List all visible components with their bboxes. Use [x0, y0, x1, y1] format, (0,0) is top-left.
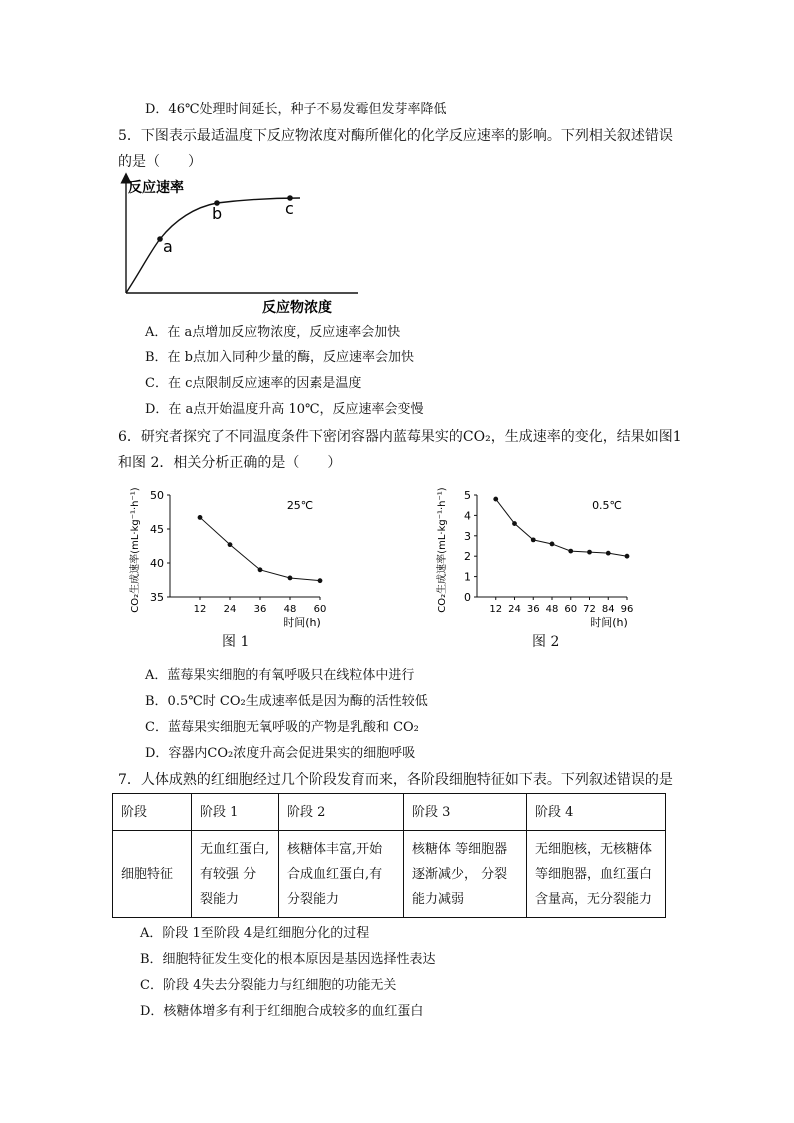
point-c-label: c: [285, 199, 294, 218]
y-tick-label: 5: [464, 489, 471, 502]
data-point: [568, 549, 573, 554]
q6-option-b: B．0.5℃时 CO₂生成速率低是因为酶的活性较低: [145, 694, 428, 709]
table-header-cell: 阶段 4: [527, 794, 666, 831]
y-tick-label: 3: [464, 529, 471, 543]
stage-table: [112, 793, 666, 918]
data-point: [258, 567, 263, 572]
x-tick-label: 12: [489, 604, 503, 615]
q4-option-d: D．46℃处理时间延长，种子不易发霉但发芽率降低: [145, 102, 447, 117]
figure-1-caption: 图 1: [222, 634, 250, 650]
point-b-label: b: [212, 204, 223, 223]
data-point: [198, 515, 203, 520]
q6-stem-line2: 和图 2．相关分析正确的是（ ）: [118, 455, 342, 471]
y-tick-label: 35: [150, 591, 164, 604]
x-tick-label: 48: [283, 604, 297, 615]
data-point: [512, 521, 517, 526]
data-point: [550, 542, 555, 547]
y-axis-label: CO₂生成速率(mL·kg⁻¹·h⁻¹): [130, 487, 141, 613]
x-tick-label: 60: [564, 604, 578, 615]
table-cell-stage-3: 核糖体 等细胞器 逐渐减少， 分裂 能力减弱: [404, 831, 527, 918]
q5-stem-line1: 5．下图表示最适温度下反应物浓度对酶所催化的化学反应速率的影响。下列相关叙述错误: [118, 128, 673, 144]
data-point: [288, 576, 293, 581]
co2-rate-chart-25c: [118, 483, 348, 628]
co2-rate-chart-05c: [425, 483, 655, 628]
x-axis-label: 时间(h): [283, 616, 321, 628]
data-point: [531, 537, 536, 542]
x-axis-label: 时间(h): [590, 616, 628, 628]
table-row: [113, 831, 666, 918]
q6-option-a: A．蓝莓果实细胞的有氧呼吸只在线粒体中进行: [145, 668, 415, 683]
point-a-label: a: [163, 237, 173, 256]
q5-option-c: C．在 c点限制反应速率的因素是温度: [145, 376, 362, 391]
q5-stem-line2: 的是（ ）: [118, 154, 202, 170]
y-axis-label: CO₂生成速率(mL·kg⁻¹·h⁻¹): [437, 487, 448, 613]
x-tick-label: 24: [508, 604, 521, 615]
chart-title: 0.5℃: [592, 499, 622, 512]
q6-option-c: C．蓝莓果实细胞无氧呼吸的产物是乳酸和 CO₂: [145, 720, 419, 735]
x-tick-label: 24: [223, 604, 237, 615]
table-header-cell: 阶段 1: [192, 794, 279, 831]
figure-2-caption: 图 2: [532, 634, 560, 650]
data-point: [318, 578, 323, 583]
q5-option-d: D．在 a点开始温度升高 10℃，反应速率会变慢: [145, 402, 424, 417]
x-tick-label: 72: [583, 604, 596, 615]
table-header-cell: 阶段: [113, 794, 192, 831]
q7-option-d: D．核糖体增多有利于红细胞合成较多的血红蛋白: [140, 1004, 424, 1019]
data-point: [228, 542, 233, 547]
x-tick-label: 48: [545, 604, 559, 615]
table-cell-stage-2: 核糖体丰富,开始 合成血红蛋白,有 分裂能力: [279, 831, 404, 918]
data-point: [625, 554, 630, 559]
q7-stem: 7．人体成熟的红细胞经过几个阶段发育而来，各阶段细胞特征如下表。下列叙述错误的是: [118, 772, 673, 788]
q7-option-a: A．阶段 1至阶段 4是红细胞分化的过程: [140, 926, 370, 941]
table-header-row: [113, 794, 666, 831]
y-axis-label: 反应速率: [128, 180, 184, 196]
y-tick-label: 40: [150, 557, 164, 570]
table-header-cell: 阶段 3: [404, 794, 527, 831]
x-tick-label: 84: [601, 604, 615, 615]
data-point: [606, 551, 611, 556]
y-tick-label: 2: [464, 550, 471, 564]
table-header-cell: 阶段 2: [279, 794, 404, 831]
q7-option-b: B．细胞特征发生变化的根本原因是基因选择性表达: [140, 952, 436, 967]
point-a: [157, 236, 163, 242]
x-tick-label: 96: [620, 604, 634, 615]
q6-option-d: D．容器内CO₂浓度升高会促进果实的细胞呼吸: [145, 746, 416, 761]
enzyme-rate-graph: [110, 172, 370, 317]
x-tick-label: 60: [313, 604, 327, 615]
table-cell-stage-1: 无血红蛋白, 有较强 分 裂能力: [192, 831, 279, 918]
y-tick-label: 45: [150, 523, 164, 536]
table-row-label: 细胞特征: [113, 831, 192, 918]
data-point: [493, 497, 498, 502]
chart-title: 25℃: [286, 499, 314, 512]
x-tick-label: 36: [526, 604, 540, 615]
x-axis-label: 反应物浓度: [262, 300, 332, 316]
data-point: [587, 550, 592, 555]
q5-option-b: B．在 b点加入同种少量的酶，反应速率会加快: [145, 350, 415, 365]
table-cell-stage-4: 无细胞核，无核糖体 等细胞器，血红蛋白 含量高，无分裂能力: [527, 831, 666, 918]
y-tick-label: 1: [464, 570, 471, 584]
q5-option-a: A．在 a点增加反应物浓度，反应速率会加快: [145, 325, 401, 340]
x-tick-label: 36: [253, 604, 267, 615]
q7-option-c: C．阶段 4失去分裂能力与红细胞的功能无关: [140, 978, 397, 993]
q6-stem-line1: 6．研究者探究了不同温度条件下密闭容器内蓝莓果实的CO₂，生成速率的变化，结果如图1: [118, 429, 682, 445]
y-tick-label: 50: [150, 489, 164, 502]
x-tick-label: 12: [193, 604, 207, 615]
y-tick-label: 4: [464, 509, 471, 523]
y-tick-label: 0: [464, 591, 471, 604]
